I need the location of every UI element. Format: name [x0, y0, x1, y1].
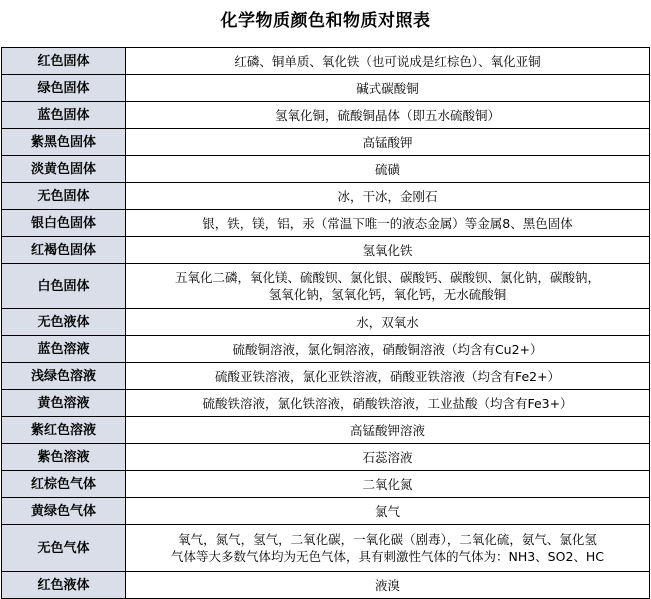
row-value: [126, 444, 650, 471]
row-label: 紫黑色固体: [2, 129, 126, 156]
row-value-line: 石蕊溶液: [362, 449, 413, 465]
table-row: [2, 48, 650, 75]
row-value-line: 硫磺: [374, 161, 400, 177]
row-value: [126, 309, 650, 336]
row-label: 红色液体: [2, 572, 126, 599]
row-label: 无色固体: [2, 183, 126, 210]
row-value-line: 冰，干冰，金刚石: [337, 188, 438, 204]
row-value: [126, 525, 650, 572]
color-reference-table: [1, 47, 650, 599]
row-value-line: 液溴: [374, 577, 400, 593]
row-label: 无色液体: [2, 309, 126, 336]
row-value: [126, 48, 650, 75]
row-value: [126, 336, 650, 363]
table-row: [2, 444, 650, 471]
row-value: [126, 156, 650, 183]
row-value: [126, 572, 650, 599]
row-label: 浅绿色溶液: [2, 363, 126, 390]
table-row: [2, 498, 650, 525]
table-row: [2, 363, 650, 390]
row-value: [126, 102, 650, 129]
table-row: [2, 471, 650, 498]
table-row: [2, 156, 650, 183]
table-row: [2, 237, 650, 264]
row-value-line: 氧气，氮气，氢气，二氧化碳，一氧化碳（剧毒），二氧化硫，氨气、氯化氢: [178, 532, 597, 547]
row-label: 无色气体: [2, 525, 126, 572]
row-label: 紫红色溶液: [2, 417, 126, 444]
row-value-line: 高锰酸钾: [362, 134, 413, 150]
row-label: 红棕色气体: [2, 471, 126, 498]
table-row: [2, 390, 650, 417]
table-row: [2, 75, 650, 102]
row-value-line: 二氧化氮: [362, 476, 413, 492]
row-label: 红色固体: [2, 48, 126, 75]
row-value-line: 五氧化二磷，氧化镁、硫酸钡、氯化银、碳酸钙、碳酸钡、氯化钠，碳酸钠，: [174, 270, 600, 285]
row-label: 白色固体: [2, 264, 126, 309]
row-value-line: 高锰酸钾溶液: [349, 422, 425, 438]
row-value: [126, 210, 650, 237]
row-label: 紫色溶液: [2, 444, 126, 471]
row-value-line: 氢氧化钠，氢氧化钙，氧化钙，无水硫酸铜: [268, 287, 507, 302]
row-label: 银白色固体: [2, 210, 126, 237]
table-row: [2, 309, 650, 336]
row-value: [126, 363, 650, 390]
row-label: 红褐色固体: [2, 237, 126, 264]
row-value: [126, 75, 650, 102]
row-value-line: 硫酸亚铁溶液，氯化亚铁溶液，硝酸亚铁溶液（均含有Fe2+）: [214, 368, 561, 384]
row-label: 蓝色溶液: [2, 336, 126, 363]
row-value-line: 氯气: [374, 503, 400, 519]
table-row: [2, 102, 650, 129]
row-value-line: 银，铁，镁，铝，汞（常温下唯一的液态金属）等金属8、黑色固体: [202, 215, 573, 231]
row-label: 黄绿色气体: [2, 498, 126, 525]
row-value: [126, 183, 650, 210]
row-value: [126, 237, 650, 264]
row-label: 黄色溶液: [2, 390, 126, 417]
row-value-line: 水，双氧水: [356, 314, 419, 330]
row-label: 蓝色固体: [2, 102, 126, 129]
row-value-line: 硫酸铜溶液，氯化铜溶液，硝酸铜溶液（均含有Cu2+）: [232, 341, 543, 357]
row-value-line: 碱式碳酸铜: [356, 80, 419, 96]
row-label: 绿色固体: [2, 75, 126, 102]
table-row: [2, 264, 650, 309]
row-value-line: 氢氧化铁: [362, 242, 413, 258]
table-row: [2, 336, 650, 363]
table-row: [2, 183, 650, 210]
row-value-line: 氢氧化铜，硫酸铜晶体（即五水硫酸铜）: [274, 107, 500, 123]
row-value-line: 红磷、铜单质、氧化铁（也可说成是红棕色）、氧化亚铜: [234, 53, 541, 69]
page-title: 化学物质颜色和物质对照表: [220, 11, 431, 31]
row-value: [126, 498, 650, 525]
row-value-line: 硫酸铁溶液，氯化铁溶液，硝酸铁溶液，工业盐酸（均含有Fe3+）: [202, 395, 573, 411]
row-label: 淡黄色固体: [2, 156, 126, 183]
row-value: [126, 417, 650, 444]
row-value: [126, 471, 650, 498]
table-row: [2, 572, 650, 599]
table-row: [2, 525, 650, 572]
table-row: [2, 210, 650, 237]
table-row: [2, 129, 650, 156]
table-row: [2, 417, 650, 444]
row-value-line: 气体等大多数气体均为无色气体，具有刺激性气体的气体为：NH3、SO2、HC: [170, 549, 605, 564]
row-value: [126, 129, 650, 156]
row-value: [126, 390, 650, 417]
row-value: [126, 264, 650, 309]
